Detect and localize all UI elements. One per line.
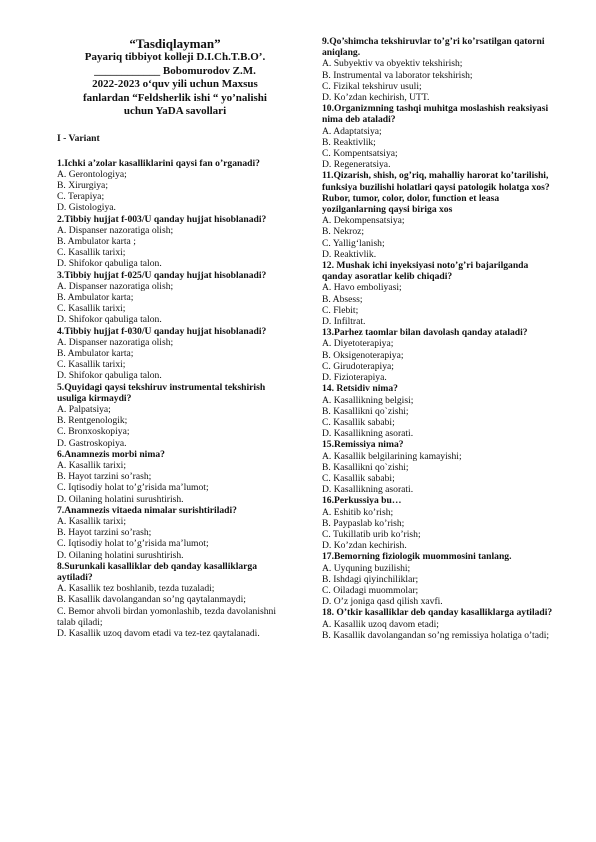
question-text: 10.Organizmning tashqi muhitga moslashish reaksiyasi nima deb ataladi? bbox=[322, 103, 549, 126]
left-question-list bbox=[57, 158, 293, 640]
answer-option: C. Bemor ahvoli birdan yomonlashib, tezda davolanishni talab qiladi; bbox=[57, 605, 277, 628]
question-block bbox=[322, 36, 554, 103]
answer-option: B. Kasallik davolangandan so’ng qaytalanmaydi; bbox=[57, 594, 246, 606]
answer-option: C. Yallig‘lanish; bbox=[322, 237, 385, 249]
answer-option: A. Dekompensatsiya; bbox=[322, 215, 405, 227]
answer-option: D. Reaktivlik. bbox=[322, 248, 377, 260]
question-block bbox=[57, 270, 293, 326]
answer-option: D. Kasallikning asorati. bbox=[322, 428, 414, 440]
question-text: 2.Tibbiy hujjat f-003/U qanday hujjat hisoblanadi? bbox=[57, 213, 267, 225]
document-header bbox=[57, 36, 293, 119]
answer-option: B. Nekroz; bbox=[322, 226, 365, 238]
answer-option: D. Oilaning holatini surushtirish. bbox=[57, 493, 184, 505]
question-block bbox=[322, 170, 554, 260]
question-block bbox=[322, 551, 554, 607]
question-block bbox=[57, 158, 293, 214]
answer-option: A. Kasallik uzoq davom etadi; bbox=[322, 618, 439, 630]
question-block bbox=[322, 383, 554, 439]
answer-option: A. Kasallik tarixi; bbox=[57, 459, 127, 471]
answer-option: A. Dispanser nazoratiga olish; bbox=[57, 224, 174, 236]
answer-option: A. Subyektiv va obyektiv tekshirish; bbox=[322, 58, 463, 70]
answer-option: D. O’z joniga qasd qilish xavfi. bbox=[322, 596, 443, 608]
answer-option: A. Kasallik tarixi; bbox=[57, 516, 127, 527]
answer-option: B. Hayot tarzini so’rash; bbox=[57, 527, 152, 539]
answer-option: C. Bronxoskopiya; bbox=[57, 426, 130, 438]
question-block bbox=[57, 326, 293, 382]
answer-option: C. Kasallik tarixi; bbox=[57, 359, 126, 371]
header-line-1: Payariq tibbiyot kolleji D.I.Ch.T.B.O’. bbox=[84, 51, 266, 63]
answer-option: B. Instrumental va laborator tekshirish; bbox=[322, 69, 473, 81]
header-line-3: 2022-2023 o‘quv yili uchun Maxsus bbox=[92, 78, 258, 90]
answer-option: C. Kompentsatsiya; bbox=[322, 148, 398, 160]
question-text: 17.Bemorning fiziologik muommosini tanlang. bbox=[322, 551, 512, 563]
answer-option: A. Dispanser nazoratiga olish; bbox=[57, 336, 174, 348]
answer-option: D. Regeneratsiya. bbox=[322, 159, 391, 171]
answer-option: A. Adaptatsiya; bbox=[322, 125, 382, 137]
question-text: 6.Anamnezis morbi nima? bbox=[57, 448, 165, 460]
answer-option: D. Shifokor qabuliga talon. bbox=[57, 258, 162, 270]
question-text: 12. Mushak ichi inyeksiyasi noto’g’ri bajarilganda qanday asoratlar kelib chiqadi? bbox=[322, 260, 529, 283]
answer-option: B. Reaktivlik; bbox=[322, 136, 376, 148]
question-text: 1.Ichki a’zolar kasalliklarini qaysi fan o’rganadi? bbox=[57, 157, 260, 169]
answer-option: C. Fizikal tekshiruv usuli; bbox=[322, 80, 422, 92]
right-column bbox=[322, 36, 554, 641]
question-block bbox=[57, 382, 293, 449]
header-line-2: ____________ Bobomurodov Z.M. bbox=[94, 64, 256, 77]
question-text: 18. O’tkir kasalliklar deb qanday kasalliklarga aytiladi? bbox=[322, 607, 553, 619]
header-line-4: fanlardan “Feldsherlik ishi “ yo’nalishi bbox=[83, 91, 267, 104]
variant-label: I - Variant bbox=[57, 132, 100, 144]
answer-option: A. Dispanser nazoratiga olish; bbox=[57, 280, 174, 292]
answer-option: B. Ambulator karta ; bbox=[57, 235, 136, 247]
answer-option: A. Kasallikning belgisi; bbox=[322, 394, 414, 406]
question-text: 9.Qo’shimcha tekshiruvlar to’g’ri ko’rsatilgan qatorni aniqlang. bbox=[322, 36, 545, 59]
question-block bbox=[322, 103, 554, 170]
question-text: 4.Tibbiy hujjat f-030/U qanday hujjat hisoblanadi? bbox=[57, 325, 267, 337]
answer-option: B. Ambulator karta; bbox=[57, 291, 134, 303]
right-question-list bbox=[322, 36, 554, 641]
question-block bbox=[57, 214, 293, 270]
answer-option: A. Eshitib ko’rish; bbox=[322, 506, 394, 518]
answer-option: B. Xirurgiya; bbox=[57, 179, 108, 191]
question-block bbox=[322, 439, 554, 495]
answer-option: B. Kasallikni qo`zishi; bbox=[322, 461, 409, 473]
answer-option: B. Kasallikni qo`zishi; bbox=[322, 405, 409, 417]
answer-option: C. Iqtisodiy holat to’g’risida ma’lumot; bbox=[57, 538, 209, 550]
question-block bbox=[57, 449, 293, 505]
question-text: 11.Qizarish, shish, og’riq, mahalliy harorat ko’tarilishi, funksiya buzilishi holatlari qaysi patologik holatga xos? Rubor, tumor, color, dolor, function et leasa yozilganlarning qaysi biriga xos bbox=[322, 170, 550, 216]
answer-option: B. Oksigenoterapiya; bbox=[322, 349, 404, 361]
answer-option: B. Kasallik davolangandan so’ng remissiya holatiga o’tadi; bbox=[322, 629, 550, 641]
answer-option: B. Rentgenologik; bbox=[57, 415, 128, 427]
answer-option: D. Shifokor qabuliga talon. bbox=[57, 314, 162, 326]
answer-option: D. Kasallik uzoq davom etadi va tez-tez qaytalanadi. bbox=[57, 628, 260, 640]
answer-option: A. Uyquning buzilishi; bbox=[322, 562, 411, 574]
answer-option: C. Flebit; bbox=[322, 304, 359, 316]
answer-option: A. Havo emboliyasi; bbox=[322, 282, 402, 294]
answer-option: A. Gerontologiya; bbox=[57, 168, 127, 180]
question-block bbox=[322, 495, 554, 551]
question-text: 13.Parhez taomlar bilan davolash qanday ataladi? bbox=[322, 327, 528, 339]
answer-option: D. Gistologiya. bbox=[57, 202, 116, 214]
answer-option: A. Kasallik belgilarining kamayishi; bbox=[322, 450, 462, 462]
question-text: 7.Anamnezis vitaeda nimalar surishtiriladi? bbox=[57, 504, 237, 516]
answer-option: D. Shifokor qabuliga talon. bbox=[57, 370, 162, 382]
answer-option: B. Hayot tarzini so’rash; bbox=[57, 471, 152, 483]
question-text: 16.Perkussiya bu… bbox=[322, 495, 402, 507]
question-block bbox=[57, 505, 293, 561]
answer-option: C. Oiladagi muommolar; bbox=[322, 584, 419, 596]
question-text: 3.Tibbiy hujjat f-025/U qanday hujjat hisoblanadi? bbox=[57, 269, 267, 281]
answer-option: C. Kasallik sababi; bbox=[322, 472, 395, 484]
answer-option: C. Terapiya; bbox=[57, 191, 105, 203]
answer-option: D. Ko’zdan kechirish. bbox=[322, 540, 407, 552]
header-line-5: uchun YaDA savollari bbox=[123, 105, 227, 117]
answer-option: B. Absess; bbox=[322, 293, 363, 305]
answer-option: C. Kasallik tarixi; bbox=[57, 247, 126, 259]
answer-option: D. Ko’zdan kechirish, UTT. bbox=[322, 92, 430, 104]
question-block bbox=[322, 260, 554, 327]
answer-option: B. Paypaslab ko’rish; bbox=[322, 517, 405, 529]
answer-option: D. Kasallikning asorati. bbox=[322, 484, 414, 496]
question-block bbox=[57, 561, 293, 639]
answer-option: D. Oilaning holatini surushtirish. bbox=[57, 549, 184, 561]
question-text: 14. Retsidiv nima? bbox=[322, 383, 398, 395]
question-block bbox=[322, 327, 554, 383]
question-text: 15.Remissiya nima? bbox=[322, 439, 404, 451]
answer-option: A. Kasallik tez boshlanib, tezda tuzaladi; bbox=[57, 583, 215, 595]
answer-option: A. Palpatsiya; bbox=[57, 403, 111, 415]
answer-option: C. Kasallik sababi; bbox=[322, 416, 395, 428]
answer-option: B. Ambulator karta; bbox=[57, 347, 134, 359]
question-block bbox=[322, 607, 554, 641]
answer-option: D. Infiltrat. bbox=[322, 316, 366, 328]
answer-option: C. Iqtisodiy holat to’g’risida ma’lumot; bbox=[57, 482, 209, 494]
answer-option: D. Fizioterapiya. bbox=[322, 372, 387, 384]
left-column bbox=[57, 36, 293, 639]
answer-option: D. Gastroskopiya. bbox=[57, 437, 127, 449]
answer-option: C. Girudoterapiya; bbox=[322, 360, 394, 372]
answer-option: B. Ishdagi qiyinchiliklar; bbox=[322, 573, 419, 585]
question-text: 8.Surunkali kasalliklar deb qanday kasalliklarga aytiladi? bbox=[57, 560, 258, 584]
question-text: 5.Quyidagi qaysi tekshiruv instrumental tekshirish usuliga kirmaydi? bbox=[57, 381, 266, 404]
answer-option: C. Tukillatib urib ko’rish; bbox=[322, 528, 421, 540]
answer-option: A. Diyetoterapiya; bbox=[322, 338, 394, 350]
approval-title: “Tasdiqlayman” bbox=[129, 36, 221, 51]
answer-option: C. Kasallik tarixi; bbox=[57, 303, 126, 315]
